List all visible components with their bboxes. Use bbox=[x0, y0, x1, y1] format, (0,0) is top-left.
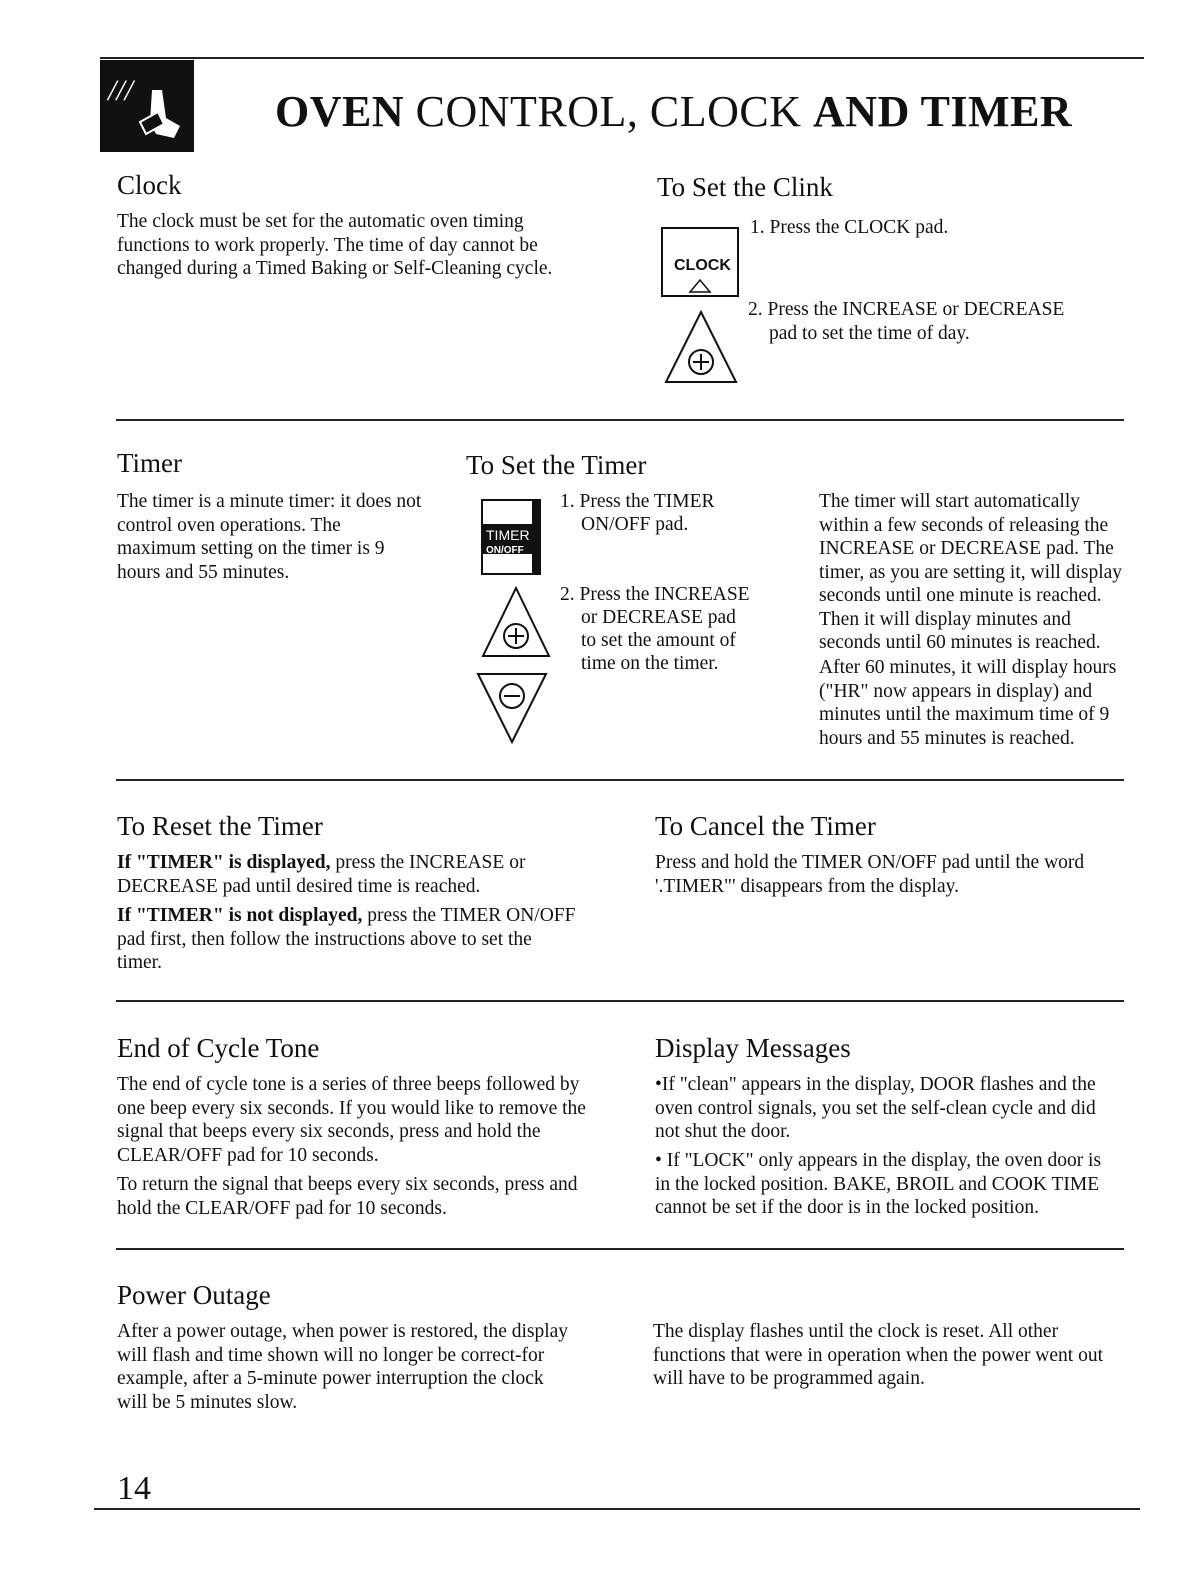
section-divider-4 bbox=[116, 1248, 1124, 1250]
increase-pad-icon-timer bbox=[479, 584, 553, 660]
set-timer-step1-line1: 1. Press the TIMER bbox=[560, 491, 715, 512]
power-outage-left: After a power outage, when power is restored, the display will flash and time shown will no longer be correct-for example, after a 5-minute power interruption the clock will be 5 minutes slow. bbox=[117, 1321, 569, 1413]
clock-heading: Clock bbox=[117, 170, 182, 200]
timer-note-2: After 60 minutes, it will display hours ("HR" now appears in display) and minutes until the maximum time of 9 hours and 55 minutes is reached. bbox=[819, 657, 1117, 749]
reset-timer-para-1 bbox=[117, 851, 577, 898]
svg-text:///: /// bbox=[108, 74, 134, 107]
power-outage-right: The display flashes until the clock is reset. All other functions that were in operation when the power went out will have to be programmed again. bbox=[653, 1321, 1103, 1389]
timer-note-1: The timer will start automatically within a few seconds of releasing the INCREASE or DECREASE pad. The timer, as you are setting it, will display seconds until one minute is reached. Then it will display minutes and seconds until 60 minutes is reached. bbox=[819, 491, 1123, 653]
oven-hand-icon bbox=[100, 60, 194, 152]
set-timer-step2-line1: 2. Press the INCREASE bbox=[560, 584, 750, 605]
set-clock-step1: 1. Press the CLOCK pad. bbox=[750, 217, 949, 238]
end-tone-para-2: To return the signal that beeps every six seconds, press and hold the CLEAR/OFF pad for 10 seconds. bbox=[117, 1174, 578, 1219]
timer-pad-icon bbox=[480, 498, 542, 576]
timer-pad-label-1: TIMER bbox=[486, 527, 530, 543]
section-divider-3 bbox=[116, 1000, 1124, 1002]
set-timer-heading: To Set the Timer bbox=[466, 450, 647, 480]
header-top-rule bbox=[100, 57, 1144, 59]
increase-pad-icon bbox=[662, 308, 740, 386]
reset-timer-para-2-rest: press the TIMER ON/OFF pad first, then follow the instructions above to set the timer. bbox=[117, 905, 576, 973]
end-tone-heading: End of Cycle Tone bbox=[117, 1033, 320, 1063]
decrease-pad-icon bbox=[474, 670, 550, 746]
set-timer-step2-line4: time on the timer. bbox=[581, 653, 719, 674]
timer-heading: Timer bbox=[117, 448, 183, 478]
clock-pad-icon bbox=[660, 226, 740, 298]
reset-timer-heading: To Reset the Timer bbox=[117, 811, 323, 841]
reset-timer-para-1-rest: press the INCREASE or DECREASE pad until desired time is reached. bbox=[117, 852, 526, 897]
cancel-timer-body: Press and hold the TIMER ON/OFF pad until the word '.TIMER"' disappears from the display. bbox=[655, 852, 1085, 897]
page-number: 14 bbox=[117, 1470, 151, 1507]
end-tone-para-1: The end of cycle tone is a series of three beeps followed by one beep every six seconds. If you would like to remove the signal that beeps every six seconds, press and hold the CLEAR/OFF pad for 10 seconds. bbox=[117, 1074, 586, 1166]
page-title: OVEN CONTROL, CLOCK AND TIMER bbox=[275, 87, 1073, 136]
section-divider-1 bbox=[116, 419, 1124, 421]
clock-body: The clock must be set for the automatic oven timing functions to work properly. The time of day cannot be changed during a Timed Baking or Self-Cleaning cycle. bbox=[117, 211, 553, 279]
set-clock-step2-line2: pad to set the time of day. bbox=[769, 323, 970, 344]
power-outage-heading: Power Outage bbox=[117, 1280, 271, 1310]
timer-body: The timer is a minute timer: it does not control oven operations. The maximum setting on the timer is 9 hours and 55 minutes. bbox=[117, 491, 422, 583]
reset-timer-para-2-lead: If "TIMER" is not displayed, bbox=[117, 905, 363, 926]
section-divider-2 bbox=[116, 779, 1124, 781]
clock-pad-label: CLOCK bbox=[674, 257, 731, 274]
reset-timer-para-2 bbox=[117, 904, 577, 975]
display-message-1: •If "clean" appears in the display, DOOR flashes and the oven control signals, you set the self-clean cycle and did not shut the door. bbox=[655, 1074, 1096, 1142]
set-timer-step2-line2: or DECREASE pad bbox=[581, 607, 736, 628]
footer-rule bbox=[94, 1508, 1140, 1510]
display-message-2: • If "LOCK" only appears in the display, the oven door is in the locked position. BAKE, BROIL and COOK TIME cannot be set if the door is in the locked position. bbox=[655, 1150, 1102, 1218]
reset-timer-para-1-lead: If "TIMER" is displayed, bbox=[117, 852, 331, 873]
set-clock-heading: To Set the Clink bbox=[657, 172, 833, 202]
set-clock-step2-line1: 2. Press the INCREASE or DECREASE bbox=[748, 299, 1065, 320]
display-messages-heading: Display Messages bbox=[655, 1033, 851, 1063]
timer-pad-label-2: ON/OFF bbox=[486, 545, 524, 556]
set-timer-step2-line3: to set the amount of bbox=[581, 630, 736, 651]
cancel-timer-heading: To Cancel the Timer bbox=[655, 811, 876, 841]
set-timer-step1-line2: ON/OFF pad. bbox=[581, 514, 689, 535]
